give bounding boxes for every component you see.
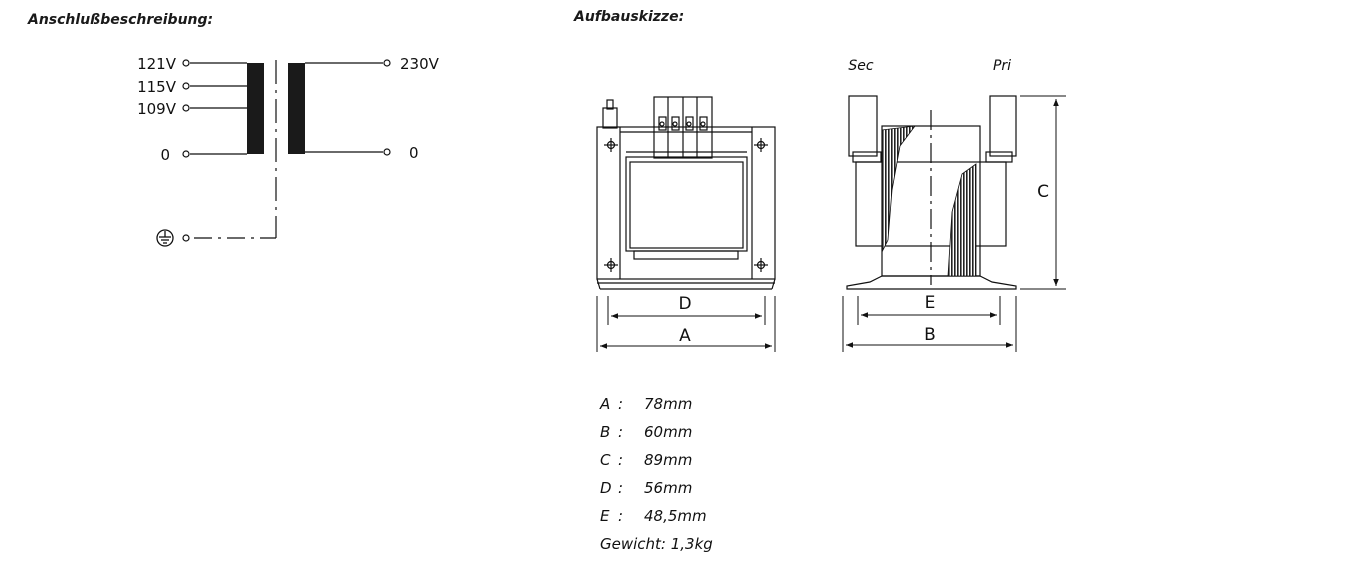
secondary-winding	[247, 63, 264, 154]
tap-label-121v: 121V	[137, 55, 176, 73]
mounting-hole-top-right	[754, 138, 768, 152]
front-view	[597, 97, 775, 289]
mounting-hole-top-left	[604, 138, 618, 152]
primary-winding-section	[948, 164, 976, 276]
spec-row-e: E : 48,5mm	[600, 507, 707, 525]
tap-label-primary-zero: 0	[409, 144, 419, 162]
spec-row-c: C : 89mm	[600, 451, 693, 469]
mounting-hole-bottom-right	[754, 258, 768, 272]
earth-ground-icon	[157, 230, 173, 246]
dimension-label-d: D	[678, 294, 692, 314]
side-view	[847, 96, 1016, 289]
side-label-sec: Sec	[848, 58, 874, 74]
dimension-label-c: C	[1037, 182, 1049, 202]
wiring-schematic	[183, 60, 390, 241]
primary-winding	[288, 63, 305, 154]
tap-label-115v: 115V	[137, 78, 176, 96]
dimension-spec-list	[600, 394, 713, 562]
spec-row-d: D : 56mm	[600, 479, 693, 497]
connection-heading: Anschlußbeschreibung:	[28, 12, 214, 28]
dimension-label-b: B	[924, 325, 936, 345]
mounting-hole-bottom-left	[604, 258, 618, 272]
tap-label-230v: 230V	[400, 55, 439, 73]
spec-value: 56mm	[644, 479, 693, 497]
spec-value: 89mm	[644, 451, 693, 469]
dimension-label-a: A	[679, 326, 691, 346]
weight-spec: Gewicht: 1,3kg	[600, 535, 713, 553]
spec-row-b: B : 60mm	[600, 423, 693, 441]
secondary-winding-section	[882, 126, 915, 252]
tap-label-109v: 109V	[137, 100, 176, 118]
assembly-heading: Aufbauskizze:	[574, 9, 685, 25]
spec-value: 78mm	[644, 395, 693, 413]
spec-value: 48,5mm	[644, 507, 707, 525]
spec-value: 60mm	[644, 423, 693, 441]
spec-row-a: A : 78mm	[600, 395, 693, 413]
tap-label-secondary-zero: 0	[160, 146, 170, 164]
dimension-label-e: E	[924, 293, 936, 313]
side-label-pri: Pri	[992, 58, 1012, 74]
